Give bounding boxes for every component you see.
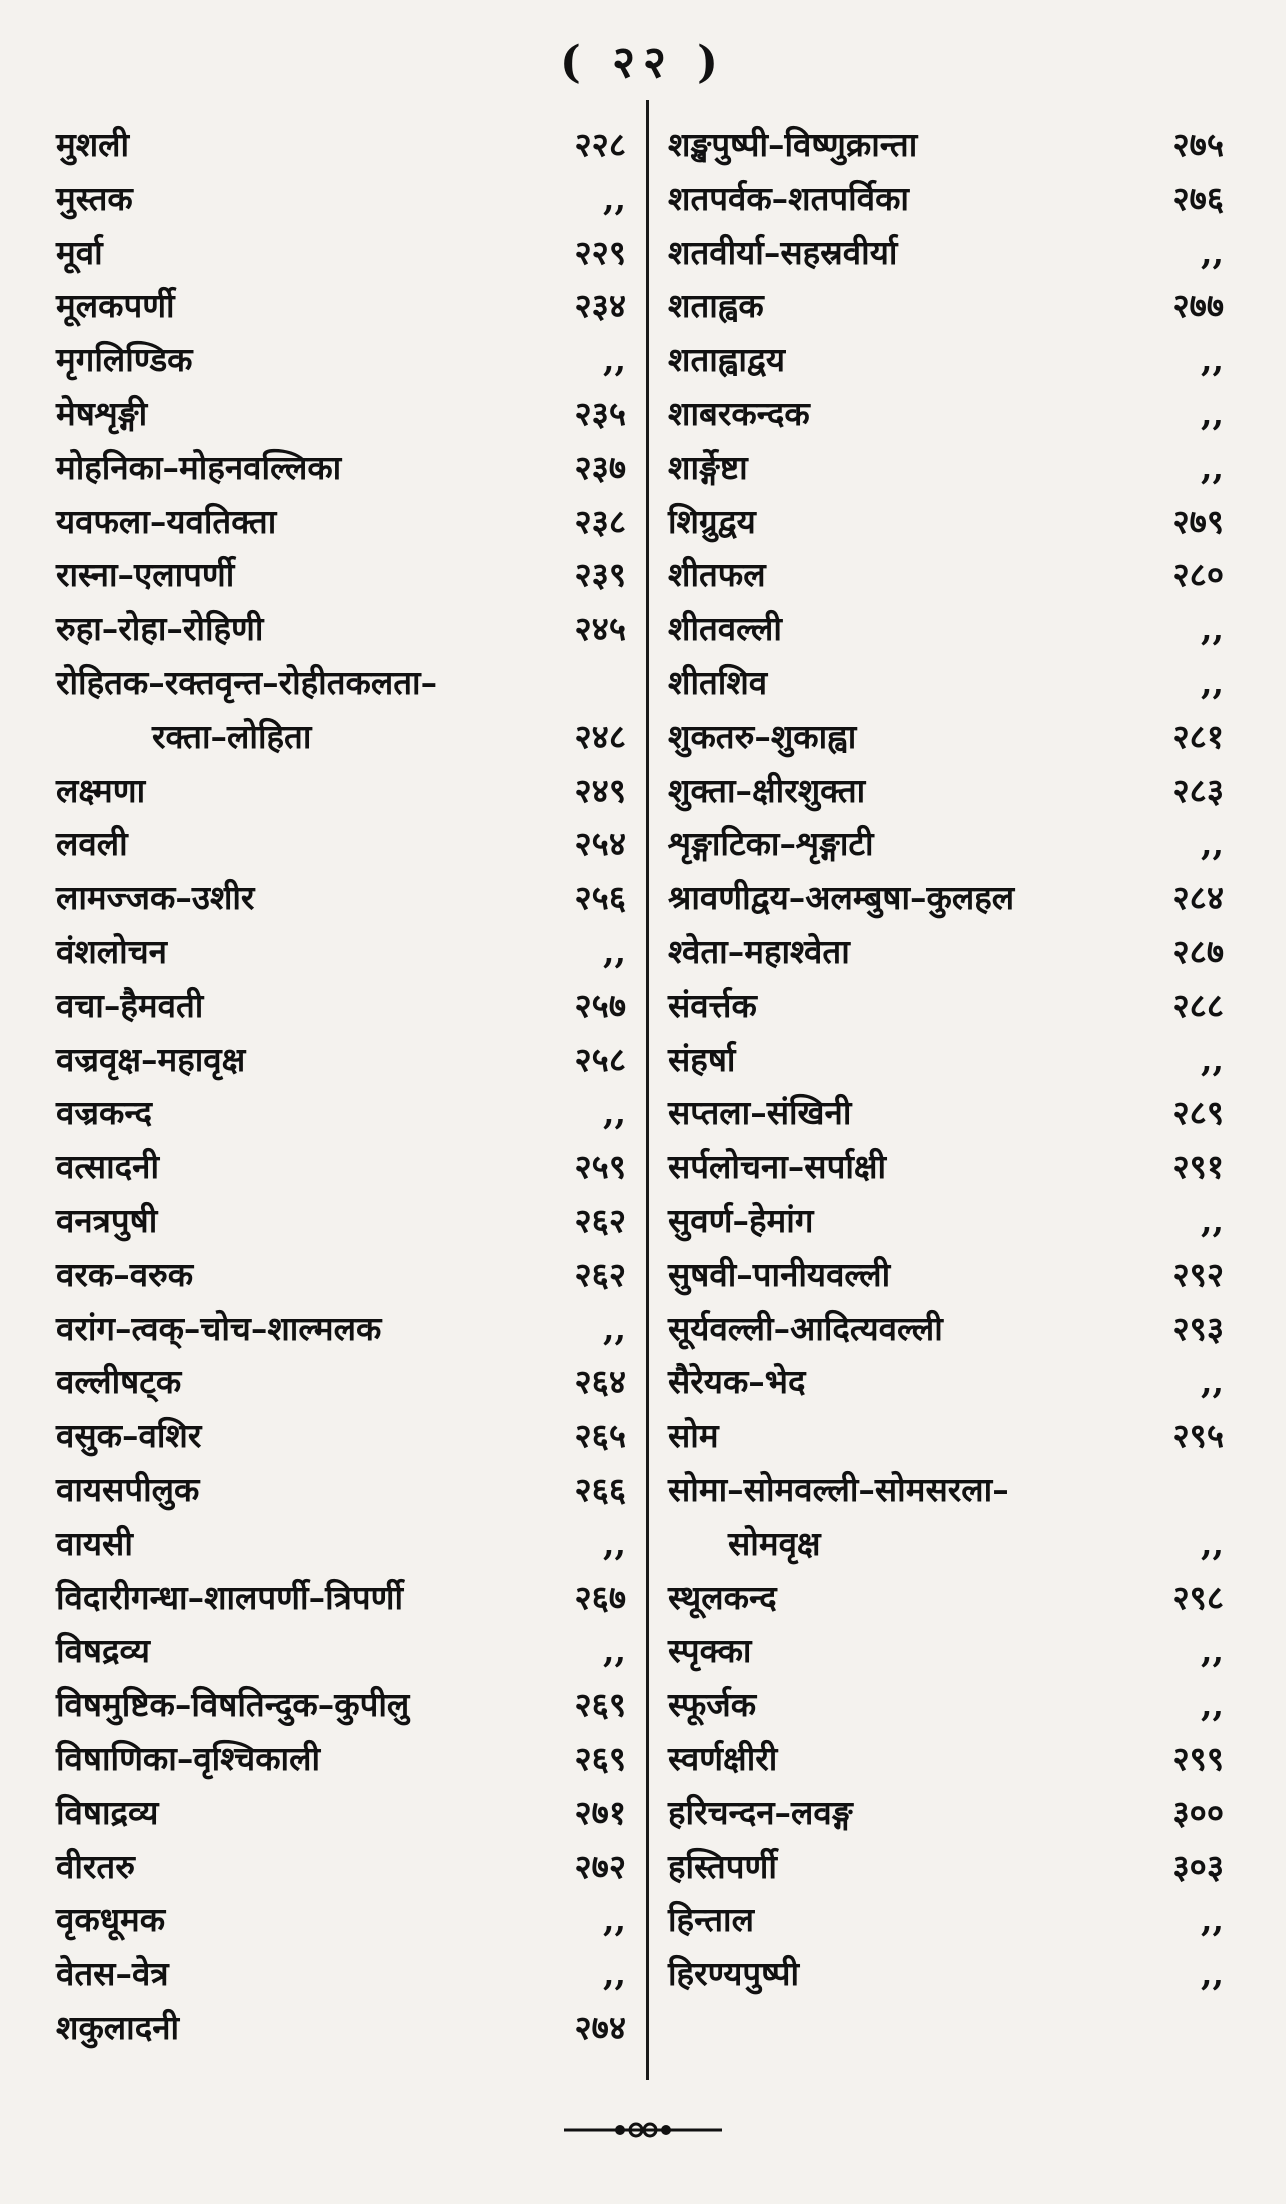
page-number: ( २२ ) bbox=[559, 37, 727, 88]
entry-name bbox=[56, 495, 276, 549]
entry-name-line: मृगलिण्डिक bbox=[56, 340, 193, 380]
index-entry bbox=[668, 387, 1224, 441]
index-entry bbox=[56, 1194, 626, 1248]
entry-name bbox=[56, 764, 145, 818]
index-entry bbox=[668, 118, 1224, 172]
index-entry bbox=[56, 1840, 626, 1894]
entry-name bbox=[668, 495, 756, 549]
entry-name-line: सोम bbox=[668, 1416, 719, 1456]
index-entry bbox=[668, 1355, 1224, 1409]
entry-name-line: वंशलोचन bbox=[56, 931, 167, 971]
entry-page-number: २८१ bbox=[1172, 716, 1224, 756]
entry-page-number: २२८ bbox=[574, 125, 626, 164]
entry-name bbox=[56, 1571, 403, 1625]
entry-page-number: २४५ bbox=[574, 609, 626, 649]
entry-name bbox=[668, 1086, 851, 1140]
entry-name-continuation: सोमवृक्ष bbox=[728, 1523, 821, 1563]
index-entry bbox=[56, 602, 626, 656]
entry-name-line: मूलकपर्णी bbox=[56, 286, 175, 326]
index-entry bbox=[668, 333, 1224, 387]
entry-name-line: शुक्ता–क्षीरशुक्ता bbox=[668, 770, 866, 810]
entry-name-line: शङ्खपुष्पी–विष्णुक्रान्ता bbox=[668, 125, 918, 164]
entry-name-line: वज्रवृक्ष–महावृक्ष bbox=[56, 1039, 246, 1079]
index-entry bbox=[56, 1463, 626, 1517]
entry-name bbox=[668, 1194, 813, 1248]
entry-page-number: ३०३ bbox=[1172, 1846, 1224, 1886]
index-entry bbox=[56, 226, 626, 280]
index-entry bbox=[56, 1624, 626, 1678]
entry-name bbox=[56, 1086, 152, 1140]
entry-name bbox=[56, 871, 254, 925]
index-entry bbox=[56, 1678, 626, 1732]
entry-page-number: २७७ bbox=[1172, 286, 1224, 326]
entry-page-number: ,, bbox=[1201, 1200, 1224, 1240]
entry-name-line: शार्ङ्गेष्टा bbox=[668, 447, 748, 487]
entry-page-number: २७९ bbox=[1172, 501, 1224, 541]
entry-name-line: वसुक–वशिर bbox=[56, 1416, 202, 1456]
entry-name-line: हस्तिपर्णी bbox=[668, 1846, 777, 1886]
index-entry bbox=[56, 2001, 626, 2055]
entry-page-number: ,, bbox=[1201, 824, 1224, 864]
entry-name bbox=[56, 118, 129, 172]
entry-name bbox=[56, 548, 234, 602]
entry-name-line: मुस्तक bbox=[56, 178, 133, 218]
entry-page-number: २६४ bbox=[574, 1362, 626, 1402]
entry-name bbox=[56, 279, 175, 333]
entry-name bbox=[56, 1947, 169, 2001]
entry-name bbox=[668, 1033, 735, 1087]
entry-name bbox=[668, 1463, 1009, 1571]
entry-name bbox=[668, 172, 909, 226]
column-divider bbox=[646, 100, 649, 2080]
entry-page-number: २६९ bbox=[574, 1685, 626, 1725]
entry-name-line: संहर्षा bbox=[668, 1039, 736, 1079]
entry-name-continuation: रक्ता–लोहिता bbox=[152, 716, 312, 756]
entry-name bbox=[56, 1033, 245, 1087]
index-entry bbox=[668, 226, 1224, 280]
index-entry bbox=[56, 764, 626, 818]
entry-page-number: २८४ bbox=[1172, 878, 1224, 918]
index-entry bbox=[56, 548, 626, 602]
entry-name bbox=[668, 1302, 943, 1356]
index-entry bbox=[56, 1786, 626, 1840]
index-entry bbox=[668, 1409, 1224, 1463]
entry-name-line: शतपर्वक–शतपर्विका bbox=[668, 178, 909, 218]
entry-name-line: विषाद्रव्य bbox=[56, 1792, 159, 1832]
index-entry bbox=[56, 1302, 626, 1356]
index-entry bbox=[668, 1732, 1224, 1786]
entry-name bbox=[56, 1248, 193, 1302]
index-entry bbox=[668, 1033, 1224, 1087]
index-entry bbox=[56, 279, 626, 333]
index-entry bbox=[56, 118, 626, 172]
entry-page-number: २९३ bbox=[1172, 1308, 1224, 1348]
index-entry bbox=[56, 172, 626, 226]
index-entry bbox=[56, 441, 626, 495]
entry-name bbox=[668, 1732, 777, 1786]
entry-page-number: २३७ bbox=[574, 447, 626, 487]
entry-page-number: ,, bbox=[1201, 662, 1224, 702]
index-entry bbox=[56, 1033, 626, 1087]
entry-page-number: २७१ bbox=[574, 1792, 626, 1832]
entry-page-number: ,, bbox=[603, 1308, 626, 1348]
entry-page-number: २५८ bbox=[574, 1039, 626, 1079]
entry-name bbox=[668, 817, 874, 871]
index-entry bbox=[668, 1248, 1224, 1302]
entry-page-number: २८८ bbox=[1172, 985, 1224, 1025]
entry-name-line: वचा–हैमवती bbox=[56, 985, 204, 1025]
entry-name bbox=[56, 1194, 157, 1248]
index-entry bbox=[668, 495, 1224, 549]
entry-name-line: यवफला–यवतिक्ता bbox=[56, 501, 277, 541]
entry-page-number: २५६ bbox=[574, 878, 626, 918]
entry-name bbox=[668, 387, 810, 441]
entry-page-number: २९१ bbox=[1172, 1147, 1224, 1187]
entry-name-line: स्वर्णक्षीरी bbox=[668, 1738, 778, 1778]
entry-name bbox=[56, 1302, 381, 1356]
entry-name bbox=[56, 925, 167, 979]
entry-name bbox=[56, 333, 192, 387]
entry-name-line: रास्ना–एलापर्णी bbox=[56, 555, 235, 595]
entry-name-line: स्फूर्जक bbox=[668, 1685, 757, 1725]
entry-name bbox=[56, 441, 341, 495]
index-entry bbox=[56, 1732, 626, 1786]
entry-name-line: शीतवल्ली bbox=[668, 609, 782, 649]
entry-page-number: ,, bbox=[603, 1954, 626, 1994]
entry-name bbox=[56, 1893, 165, 1947]
entry-name bbox=[668, 226, 897, 280]
entry-page-number: ,, bbox=[1201, 393, 1224, 433]
entry-name-line: विषमुष्टिक–विषतिन्दुक–कुपीलु bbox=[56, 1685, 410, 1725]
entry-name bbox=[56, 1678, 409, 1732]
entry-name bbox=[668, 1678, 756, 1732]
entry-name-line: शतवीर्या–सहस्रवीर्या bbox=[668, 232, 898, 272]
entry-name-line: सोमा–सोमवल्ली–सोमसरला– bbox=[668, 1469, 1009, 1509]
index-entry bbox=[668, 1302, 1224, 1356]
index-entry bbox=[668, 1086, 1224, 1140]
entry-name-line: विषद्रव्य bbox=[56, 1631, 150, 1671]
entry-page-number: २३५ bbox=[574, 393, 626, 433]
entry-name-line: शृङ्गाटिका–शृङ्गाटी bbox=[668, 824, 874, 864]
entry-name-line: सप्तला–संखिनी bbox=[668, 1093, 852, 1133]
entry-page-number: २६५ bbox=[574, 1416, 626, 1456]
entry-page-number: ,, bbox=[603, 931, 626, 971]
index-entry bbox=[56, 1517, 626, 1571]
index-entry bbox=[668, 1463, 1224, 1571]
entry-name-line: लामज्जक–उशीर bbox=[56, 878, 255, 918]
entry-page-number: ,, bbox=[1201, 1685, 1224, 1725]
entry-name-line: वत्सादनी bbox=[56, 1147, 160, 1187]
entry-page-number: २३४ bbox=[574, 286, 626, 326]
entry-name bbox=[56, 979, 203, 1033]
entry-name-line: संवर्त्तक bbox=[668, 985, 757, 1025]
entry-page-number: ,, bbox=[1201, 232, 1224, 272]
index-entry bbox=[668, 1786, 1224, 1840]
entry-page-number: ,, bbox=[603, 1900, 626, 1940]
entry-page-number: ३०० bbox=[1172, 1792, 1224, 1832]
entry-page-number: २५९ bbox=[574, 1147, 626, 1187]
entry-page-number: ,, bbox=[1201, 1362, 1224, 1402]
index-entry bbox=[668, 548, 1224, 602]
index-entry bbox=[668, 656, 1224, 710]
index-column-right bbox=[668, 118, 1224, 2001]
entry-name-line: हरिचन्दन–लवङ्ग bbox=[668, 1792, 853, 1832]
entry-name bbox=[668, 710, 856, 764]
entry-name-line: वनत्रपुषी bbox=[56, 1200, 158, 1240]
entry-name-line: विदारीगन्धा–शालपर्णी–त्रिपर्णी bbox=[56, 1577, 403, 1617]
entry-name-line: मेषशृङ्गी bbox=[56, 393, 148, 433]
entry-page-number: २४९ bbox=[574, 770, 626, 810]
entry-page-number: २९५ bbox=[1172, 1416, 1224, 1456]
entry-name bbox=[668, 1893, 754, 1947]
entry-name bbox=[668, 656, 767, 710]
entry-name-line: मूर्वा bbox=[56, 232, 103, 272]
entry-name bbox=[668, 979, 757, 1033]
index-entry bbox=[56, 1571, 626, 1625]
index-entry bbox=[56, 1355, 626, 1409]
index-entry bbox=[56, 1409, 626, 1463]
entry-name-line: हिरण्यपुष्पी bbox=[668, 1954, 800, 1994]
entry-page-number: २७६ bbox=[1172, 178, 1224, 218]
entry-page-number: ,, bbox=[1201, 447, 1224, 487]
index-entry bbox=[56, 387, 626, 441]
entry-page-number: ,, bbox=[1201, 1523, 1224, 1563]
entry-name-line: वरक–वरुक bbox=[56, 1254, 194, 1294]
entry-name bbox=[668, 1571, 777, 1625]
entry-name bbox=[56, 1786, 158, 1840]
entry-name-line: शकुलादनी bbox=[56, 2007, 180, 2047]
entry-name-line: वायसपीलुक bbox=[56, 1469, 200, 1509]
entry-page-number: २८७ bbox=[1172, 931, 1224, 971]
index-entry bbox=[56, 817, 626, 871]
entry-name-line: लवली bbox=[56, 824, 128, 864]
entry-page-number: ,, bbox=[603, 1631, 626, 1671]
index-entry bbox=[668, 1678, 1224, 1732]
entry-page-number: २५४ bbox=[574, 824, 626, 864]
entry-page-number: २३८ bbox=[574, 501, 626, 541]
entry-name bbox=[668, 548, 766, 602]
entry-name bbox=[56, 387, 147, 441]
entry-page-number: ,, bbox=[603, 1523, 626, 1563]
entry-name-line: सर्पलोचना–सर्पाक्षी bbox=[668, 1147, 887, 1187]
entry-name-line: शिग्रुद्वय bbox=[668, 501, 756, 541]
index-entry bbox=[668, 871, 1224, 925]
entry-page-number: २६७ bbox=[574, 1577, 626, 1617]
entry-page-number: २६६ bbox=[574, 1469, 626, 1509]
entry-name-line: रुहा–रोहा–रोहिणी bbox=[56, 609, 264, 649]
entry-name bbox=[668, 925, 850, 979]
index-entry bbox=[56, 979, 626, 1033]
index-entry bbox=[668, 1840, 1224, 1894]
index-entry bbox=[668, 1140, 1224, 1194]
entry-page-number: २५७ bbox=[574, 985, 626, 1025]
entry-name-line: लक्ष्मणा bbox=[56, 770, 146, 810]
index-entry bbox=[668, 817, 1224, 871]
index-entry bbox=[668, 764, 1224, 818]
entry-name bbox=[668, 1840, 777, 1894]
index-entry bbox=[668, 1893, 1224, 1947]
entry-name-line: शीतफल bbox=[668, 555, 766, 595]
entry-name-line: स्थूलकन्द bbox=[668, 1577, 777, 1617]
entry-name bbox=[668, 1248, 890, 1302]
entry-name bbox=[56, 1463, 199, 1517]
index-entry bbox=[668, 1571, 1224, 1625]
entry-name bbox=[668, 1355, 806, 1409]
entry-page-number: २७२ bbox=[574, 1846, 626, 1886]
index-entry bbox=[56, 1893, 626, 1947]
entry-page-number: २९८ bbox=[1172, 1577, 1224, 1617]
index-entry bbox=[56, 1140, 626, 1194]
entry-page-number: ,, bbox=[1201, 1954, 1224, 1994]
entry-page-number: ,, bbox=[603, 340, 626, 380]
entry-page-number: २९२ bbox=[1172, 1254, 1224, 1294]
entry-name bbox=[56, 1624, 150, 1678]
entry-name-line: शीतशिव bbox=[668, 662, 768, 702]
entry-name bbox=[56, 1517, 133, 1571]
index-entry bbox=[668, 979, 1224, 1033]
entry-name bbox=[56, 1355, 181, 1409]
entry-name-line: मोहनिका–मोहनवल्लिका bbox=[56, 447, 342, 487]
index-column-left bbox=[56, 118, 626, 2055]
entry-name-line: विषाणिका–वृश्चिकाली bbox=[56, 1738, 320, 1778]
entry-page-number: २६२ bbox=[574, 1254, 626, 1294]
entry-name-line: वरांग–त्वक्–चोच–शाल्मलक bbox=[56, 1308, 382, 1348]
index-entry bbox=[56, 1086, 626, 1140]
entry-name-line: सुवर्ण–हेमांग bbox=[668, 1200, 814, 1240]
entry-name bbox=[56, 172, 133, 226]
entry-page-number: ,, bbox=[1201, 1039, 1224, 1079]
entry-page-number: २३९ bbox=[574, 555, 626, 595]
entry-page-number: २७५ bbox=[1172, 125, 1224, 164]
entry-name-line: सूर्यवल्ली–आदित्यवल्ली bbox=[668, 1308, 943, 1348]
entry-name bbox=[668, 118, 917, 172]
index-entry bbox=[668, 1194, 1224, 1248]
index-entry bbox=[668, 710, 1224, 764]
entry-page-number: २८० bbox=[1172, 555, 1224, 595]
index-entry bbox=[668, 279, 1224, 333]
entry-name-line: वृकधूमक bbox=[56, 1900, 166, 1940]
entry-name bbox=[56, 2001, 179, 2055]
index-entry bbox=[668, 1947, 1224, 2001]
entry-name bbox=[668, 871, 1014, 925]
entry-name-line: वेतस–वेत्र bbox=[56, 1954, 169, 1994]
entry-name-line: वज्रकन्द bbox=[56, 1093, 153, 1133]
entry-name bbox=[56, 1840, 135, 1894]
ornament-divider bbox=[560, 2118, 726, 2142]
entry-name bbox=[668, 1947, 799, 2001]
entry-name-line: शाबरकन्दक bbox=[668, 393, 810, 433]
entry-name bbox=[56, 656, 437, 764]
entry-page-number: २२९ bbox=[574, 232, 626, 272]
entry-name-line: मुशली bbox=[56, 125, 130, 164]
index-entry bbox=[56, 1947, 626, 2001]
entry-page-number: ,, bbox=[603, 1093, 626, 1133]
entry-page-number: ,, bbox=[1201, 340, 1224, 380]
entry-name-line: शताह्वक bbox=[668, 286, 764, 326]
entry-name bbox=[56, 1140, 159, 1194]
entry-name bbox=[56, 1732, 320, 1786]
index-entry bbox=[56, 871, 626, 925]
entry-page-number: २८३ bbox=[1172, 770, 1224, 810]
entry-name bbox=[56, 817, 128, 871]
entry-name-line: श्रावणीद्वय–अलम्बुषा–कुलहल bbox=[668, 878, 1015, 918]
index-entry bbox=[668, 172, 1224, 226]
index-entry bbox=[56, 333, 626, 387]
index-entry bbox=[56, 656, 626, 764]
entry-page-number: ,, bbox=[1201, 609, 1224, 649]
index-entry bbox=[668, 925, 1224, 979]
index-entry bbox=[56, 925, 626, 979]
index-entry bbox=[56, 495, 626, 549]
entry-name bbox=[668, 602, 782, 656]
index-entry bbox=[668, 1624, 1224, 1678]
entry-name-line: वल्लीषट्क bbox=[56, 1362, 182, 1402]
entry-name bbox=[668, 1624, 751, 1678]
entry-page-number: २४८ bbox=[574, 716, 626, 756]
entry-page-number: २९९ bbox=[1172, 1738, 1224, 1778]
entry-name-line: वीरतरु bbox=[56, 1846, 135, 1886]
entry-name-line: श्वेता–महाश्वेता bbox=[668, 931, 850, 971]
entry-name bbox=[668, 441, 748, 495]
entry-name-line: स्पृक्का bbox=[668, 1631, 752, 1671]
entry-name-line: सुषवी–पानीयवल्ली bbox=[668, 1254, 891, 1294]
entry-name-line: शुकतरु–शुकाह्वा bbox=[668, 716, 857, 756]
entry-page-number: २६२ bbox=[574, 1200, 626, 1240]
entry-name-line: शताह्वाद्वय bbox=[668, 340, 786, 380]
entry-name-line: वायसी bbox=[56, 1523, 133, 1563]
entry-page-number: ,, bbox=[603, 178, 626, 218]
entry-name bbox=[56, 602, 263, 656]
index-entry bbox=[668, 602, 1224, 656]
entry-name bbox=[668, 1409, 719, 1463]
entry-page-number: २६९ bbox=[574, 1738, 626, 1778]
entry-name-line: सैरेयक–भेद bbox=[668, 1362, 806, 1402]
entry-page-number: २८९ bbox=[1172, 1093, 1224, 1133]
entry-name bbox=[668, 764, 865, 818]
entry-name-line: रोहितक–रक्तवृन्त–रोहीतकलता– bbox=[56, 662, 438, 702]
index-entry bbox=[668, 441, 1224, 495]
entry-name bbox=[56, 1409, 201, 1463]
entry-name bbox=[668, 279, 764, 333]
entry-name-line: हिन्ताल bbox=[668, 1900, 754, 1940]
entry-name bbox=[668, 1786, 853, 1840]
entry-name bbox=[668, 1140, 886, 1194]
entry-page-number: २७४ bbox=[574, 2007, 626, 2047]
entry-page-number: ,, bbox=[1201, 1900, 1224, 1940]
entry-page-number: ,, bbox=[1201, 1631, 1224, 1671]
entry-name bbox=[56, 226, 103, 280]
index-entry bbox=[56, 1248, 626, 1302]
entry-name bbox=[668, 333, 785, 387]
